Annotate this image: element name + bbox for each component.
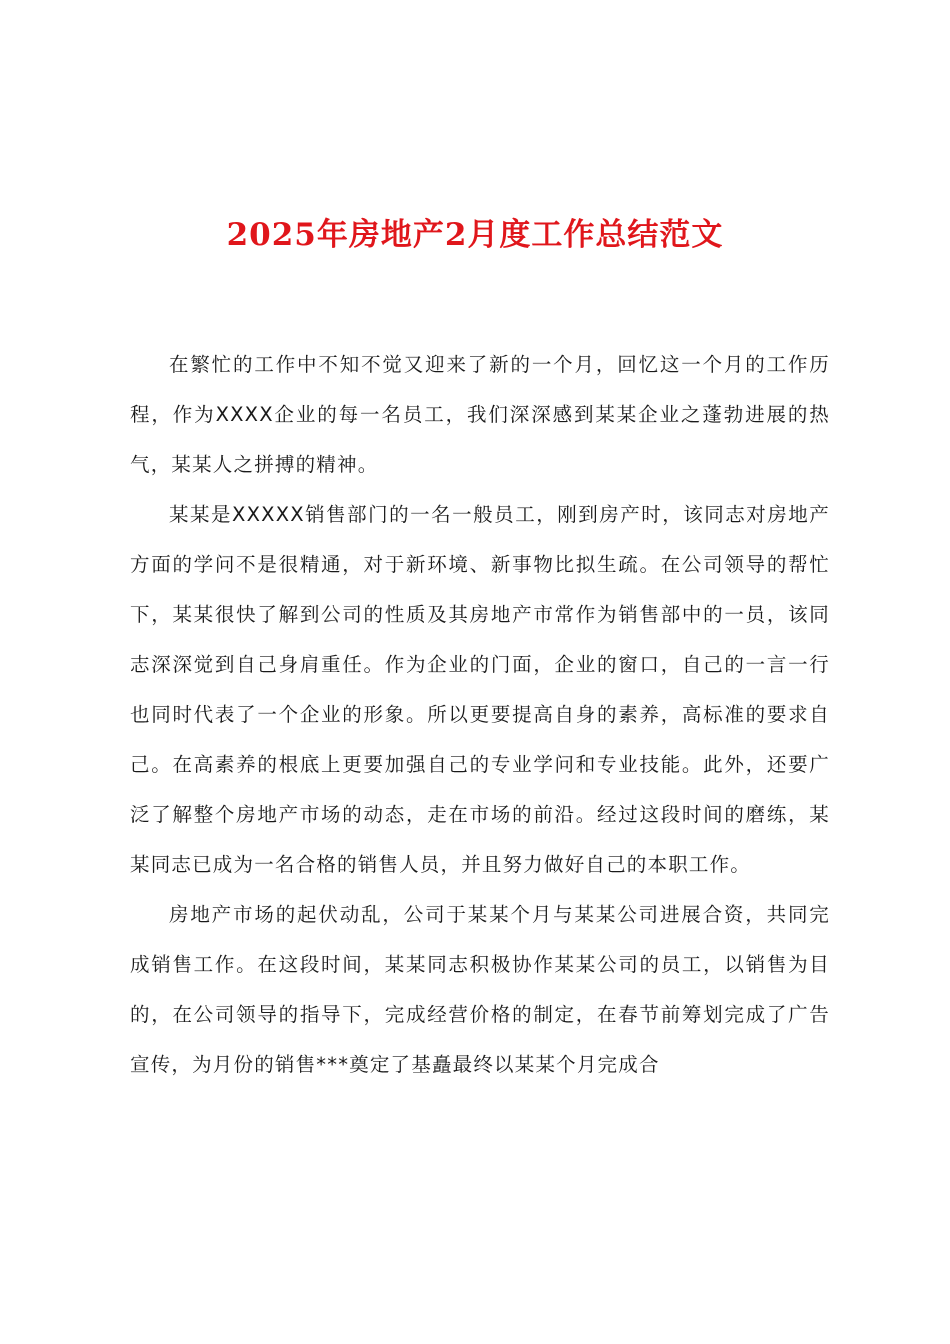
document-body: [130, 340, 830, 1090]
paragraph-1: 在繁忙的工作中不知不觉又迎来了新的一个月，回忆这一个月的工作历程，作为XXXX企业的每一名员工，我们深深感到某某企业之蓬勃进展的热气，某某人之拼搏的精神。: [130, 353, 830, 476]
paragraph-2: 某某是XXXXX销售部门的一名一般员工，刚到房产时，该同志对房地产方面的学问不是很精通，对于新环境、新事物比拟生疏。在公司领导的帮忙下，某某很快了解到公司的性质及其房地产市常作为销售部中的一员，该同志深深觉到自己身肩重任。作为企业的门面，企业的窗口，自己的一言一行也同时代表了一个企业的形象。所以更要提高自身的素养，高标准的要求自己。在高素养的根底上更要加强自己的专业学问和专业技能。此外，还要广泛了解整个房地产市场的动态，走在市场的前沿。经过这段时间的磨练，某某同志已成为一名合格的销售人员，并且努力做好自己的本职工作。: [130, 503, 830, 876]
document-title: 2025年房地产2月度工作总结范文: [226, 217, 724, 253]
paragraph-3: 房地产市场的起伏动乱，公司于某某个月与某某公司进展合资，共同完成销售工作。在这段时间，某某同志积极协作某某公司的员工，以销售为目的，在公司领导的指导下，完成经营价格的制定，在春节前筹划完成了广告宣传，为月份的销售***奠定了基矗最终以某某个月完成合: [130, 903, 830, 1076]
